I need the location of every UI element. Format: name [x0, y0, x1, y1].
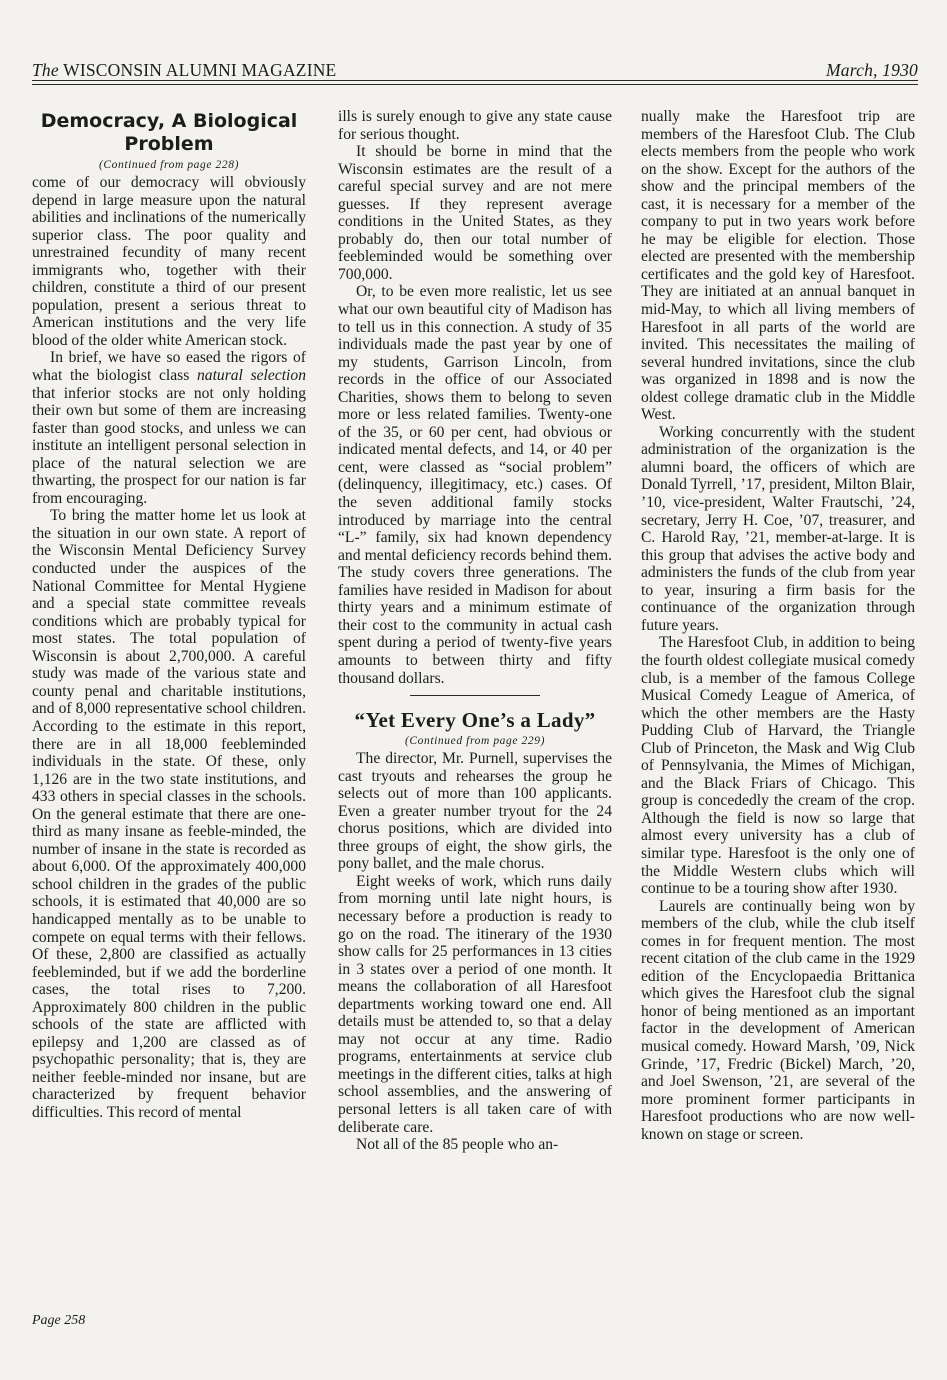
- article-title: “Yet Every One’s a Lady”: [354, 708, 596, 733]
- paragraph: come of our democracy will obviously depend in large measure upon the natural abilities and inclinations of the numerically superior class. The poor quality and unrestrained fecundity of many recent immigrants who, together with their children, constitute a third of our present population, present a serious threat to American institutions and the very life blood of the older white American stock.: [32, 174, 306, 349]
- header-rule: [32, 80, 918, 81]
- article-separator: [410, 695, 540, 696]
- paragraph: nually make the Haresfoot trip are members of the Haresfoot Club. The Club elects members from the people who work on the show. Except for the authors of the show and the principal members of the cast, it is necessary for a member of the company to put in two years work before he may be eligible for election. Those elected are presented with the membership certificates and the gold key of Haresfoot. They are initiated at an annual banquet in mid-May, to which all living members of Haresfoot in all parts of the world are invited. This necessitates the mailing of several hundred invitations, since the club was organized in 1898 and is now the oldest college dramatic club in the Middle West.: [641, 108, 915, 424]
- paragraph: The Haresfoot Club, in addition to being the fourth oldest collegiate musical comedy club, is a member of the famous College Musical Comedy League of America, of which the other members are the Hasty Pudding Club of Harvard, the Triangle Club of Princeton, the Mask and Wig Club of Pennsylvania, the Mimes of Michigan, and the Black Friars of Chicago. This group is concededly the cream of the crop. Although the field is now so large that almost every university has a club of similar type. Haresfoot is the only one of the Middle Western clubs which will continue to be a touring show after 1930.: [641, 634, 915, 898]
- column-3: [641, 108, 915, 1143]
- running-header: [32, 58, 918, 82]
- emphasis: natural selection: [196, 367, 306, 385]
- magazine-title: The WISCONSIN ALUMNI MAGAZINE: [32, 60, 337, 80]
- paragraph: The director, Mr. Purnell, supervises the cast tryouts and rehearses the group he selects out of more than 100 applicants. Even a greater number tryout for the 24 chorus positions, which are divided into three groups of eight, the show girls, the pony ballet, and the male chorus.: [338, 750, 612, 873]
- paragraph: Working concurrently with the student administration of the organization is the alumni board, the officers of which are Donald Tyrrell, ’17, president, Milton Blair, ’10, vice-president, Walter Frautschi, ’24, secretary, Jerry H. Coe, ’07, treasurer, and C. Harold Ray, ’21, member-at-large. It is this group that advises the active body and administers the funds of the club from year to year, insuring a firm basis for the continuance of the organization through future years.: [641, 423, 915, 634]
- paragraph: In brief, we have so eased the rigors of what the biologist class natural selection that inferior stocks are not only holding their own but some of them are increasing faster than good stocks, and unless we can institute an intelligent personal selection in place of the natural selection we are thwarting, the prospect for our nation is far from encouraging.: [32, 349, 306, 507]
- column-1: [32, 108, 306, 1122]
- continued-note: (Continued from page 228): [98, 159, 240, 171]
- paragraph: Laurels are continually being won by members of the club, while the club itself comes in for frequent mention. The most recent citation of the club came in the 1929 edition of the Encyclopaedia Brittanica which gives the Haresfoot club the signal honor of being mentioned as an important factor in the development of American musical comedy. Howard Marsh, ’09, Nick Grinde, ’17, Fredric (Bickel) March, ’20, and Joel Swenson, ’21, are several of the more prominent former participants in Haresfoot productions who are now well-known on stage or screen.: [641, 897, 915, 1143]
- continued-note: (Continued from page 229): [404, 735, 546, 748]
- paragraph: It should be borne in mind that the Wisconsin estimates are the result of a careful special survey and are not mere guesses. If they represent average conditions in the United States, as they probably do, then our total number of feebleminded would be something over 700,000.: [338, 143, 612, 283]
- paragraph: Or, to be even more realistic, let us see what our own beautiful city of Madison has to tell us in this connection. A study of 35 individuals made the past year by one of my students, Garrison Lincoln, from records in the office of our Associated Charities, shows them to belong to seven more or less related families. Twenty-one of the 35, or 60 per cent, had obvious or indicated mental defects, and 14, or 40 per cent, were classed as “social problem” (delinquency, illegitimacy, etc.) cases. Of the seven additional family stocks introduced by marriage into the central “L-” family, six had known dependency and mental deficiency records behind them. The study covers three generations. The families have resided in Madison for about thirty years and a minimum estimate of their cost to the community in actual cash spent during a period of twenty-five years amounts to between thirty and fifty thousand dollars.: [338, 283, 612, 687]
- column-2: [338, 108, 612, 1154]
- page-number: Page 258: [32, 1313, 86, 1328]
- paragraph: ills is surely enough to give any state cause for serious thought.: [338, 108, 612, 143]
- article-title: Democracy, A Biological Problem: [40, 110, 298, 155]
- header-rule-thin: [32, 84, 918, 85]
- paragraph: To bring the matter home let us look at the situation in our own state. A report of the Wisconsin Mental Deficiency Survey conducted under the auspices of the National Committee for Mental Hygiene and a special state committee reveals conditions which are probably typical for most states. The total population of Wisconsin is about 2,700,000. A careful study was made of the various state and county penal and charitable institutions, and of 8,000 representative school children. According to the estimate in this report, there are in all 18,000 feebleminded individuals in the state. Of these, only 1,126 are in the two state institutions, and 433 others in special classes in the schools. On the general estimate that there are one-third as many insane as feeble-minded, the number of insane in the state is recorded as about 6,000. Of the approximately 400,000 school children in the grades of the public schools, it is estimated that 40,000 are so handicapped mentally as to be unable to compete on equal terms with their fellows. Of these, 2,800 are classified as actually feebleminded, but if we add the borderline cases, the total rises to 7,200. Approximately 800 children in the public schools of the state are afflicted with epilepsy and 1,200 are classed as of psychopathic personality; that is, they are neither feeble-minded nor insane, but are characterized by frequent behavior difficulties. This record of mental: [32, 507, 306, 1121]
- issue-date: March, 1930: [826, 60, 918, 80]
- paragraph: Not all of the 85 people who an-: [356, 1136, 559, 1154]
- paragraph: Eight weeks of work, which runs daily from morning until late night hours, is necessary before a production is ready to go on the road. The itinerary of the 1930 show calls for 25 performances in 13 cities in 3 states over a period of one month. It means the collaboration of all Haresfoot departments working toward one end. All details must be attended to, so that a delay may not occur at any time. Radio programs, entertainments at service club meetings in the different cities, talks at high school assemblies, and the answering of personal letters is all taken care of with deliberate care.: [338, 872, 612, 1136]
